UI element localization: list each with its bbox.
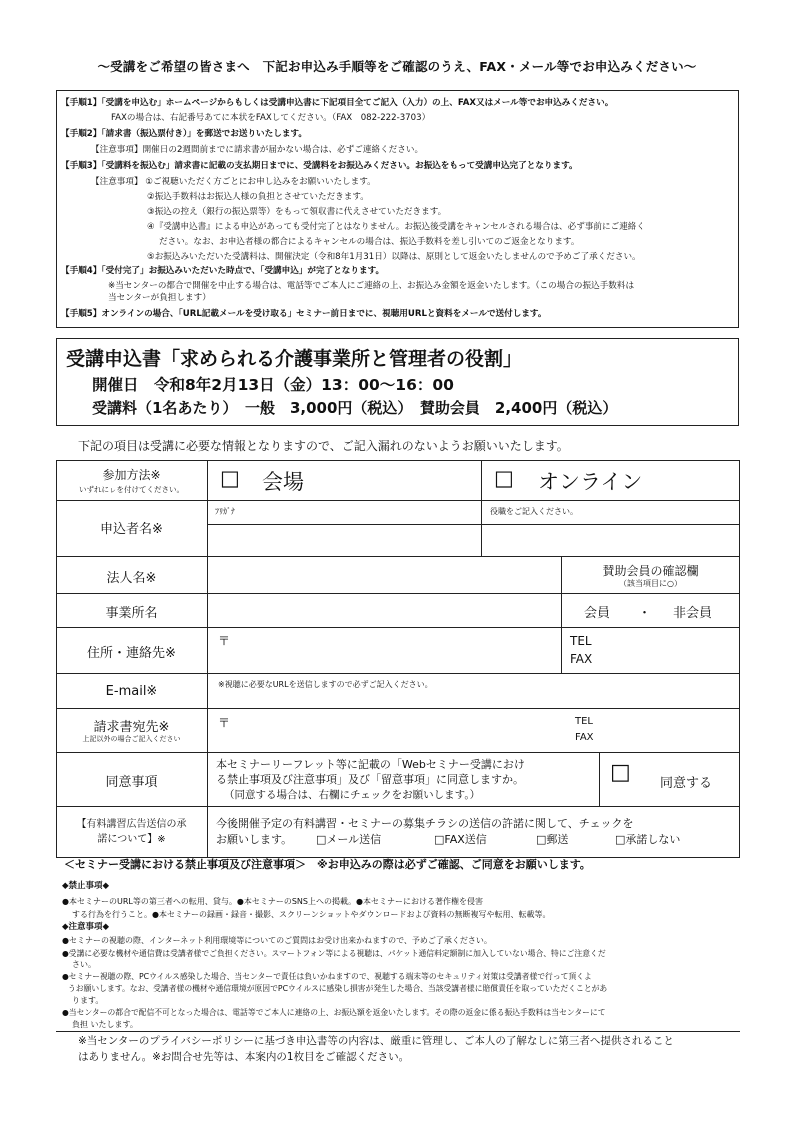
invoice-field[interactable]: [208, 709, 738, 751]
option-email[interactable]: □メール送信: [316, 833, 382, 846]
step2-note: 【注意事項】開催日の2週間前までに請求書が届かない場合は、必ずご連絡ください。: [91, 145, 424, 155]
step4-note-cont: 当センターが負担します）: [108, 293, 211, 303]
postal-mark: 〒: [218, 634, 231, 648]
caution-item-4-cont: 負担 いたします。: [72, 1020, 138, 1029]
step3-note4: ④『受講申込書』による申込があっても受付完了とはなりません。お振込後受講をキャンセルされる場合は、必ず事前にご連絡く: [147, 222, 645, 232]
option-decline[interactable]: □承諾しない: [615, 833, 681, 846]
step3-note4-cont: ださい。なお、お申込者様の都合によるキャンセルの場合は、振込手数料を差し引いてのご返金となります。: [159, 237, 580, 247]
caution-item-1: ●セミナーの視聴の際、インターネット利用環境等についてのご質問はお受け出来かねますので、予めご了承ください。: [62, 936, 492, 945]
event-fee: 受講料（1名あたり） 一般 3,000円（税込） 賛助会員 2,400円（税込）: [92, 399, 618, 417]
form-intro: 下記の項目は受講に必要な情報となりますので、ご記入漏れのないようお願いいたします。: [78, 439, 569, 453]
consent-text-2: る禁止事項及び注意事項」及び「留意事項」に同意しますか。: [216, 773, 524, 786]
notes-heading: ＜セミナー受講における禁止事項及び注意事項＞ ※お申込みの際は必ずご確認、ご同意をお願いします。: [64, 858, 591, 871]
option-post[interactable]: □郵送: [536, 833, 569, 846]
position-field[interactable]: [482, 525, 738, 555]
office-name-label: 事業所名: [105, 606, 158, 621]
ad-consent-label-2: 諾について】※: [97, 834, 166, 845]
step3-note5: ⑤お振込みいただいた受講料は、開催決定（令和8年1月31日）以降は、原則として返金いたしませんので予めご了承ください。: [147, 252, 641, 262]
consent-check-label: 同意する: [660, 776, 713, 791]
consent-checkbox[interactable]: □: [610, 760, 631, 785]
corp-name-label: 法人名※: [106, 571, 157, 586]
event-date: 開催日 令和8年2月13日（金）13：00～16：00: [92, 376, 454, 394]
prohibited-item-1: ●本セミナーのURL等の第三者への転用、貸与。●本セミナーのSNS上への掲載。●本セミナーにおける著作権を侵害: [62, 897, 483, 906]
caution-item-4: ●当センターの都合で配信不可となった場合は、電話等でご本人に連絡の上、お振込額を返金いたします。その際の返金に係る振込手数料は当センターにて: [62, 1008, 606, 1017]
caution-heading: ◆注意事項◆: [62, 922, 110, 932]
consent-text-3: （同意する場合は、右欄にチェックをお願いします。）: [224, 789, 481, 801]
step3-note1: 【注意事項】 ①ご視聴いただく方ごとにお申し込みをお願いいたします。: [91, 177, 376, 187]
step3-note3: ③振込の控え（銀行の振込票等）をもって領収書に代えさせていただきます。: [147, 207, 447, 217]
page-header: ～受講をご希望の皆さまへ 下記お申込み手順等をご確認のうえ、FAX・メール等でお申込みください～: [97, 59, 697, 74]
office-name-field[interactable]: [208, 594, 560, 626]
privacy-note-2: はありません。※お問合せ先等は、本案内の1枚目をご確認ください。: [78, 1051, 410, 1063]
application-title: 受講申込書「求められる介護事業所と管理者の役割」: [66, 348, 523, 370]
furigana-label: ﾌﾘｶﾞﾅ: [215, 507, 235, 516]
step1-text: 【手順1】「受講を申込む」ホームページからもしくは受講申込書に下記項目全てご記入（入力）の上、FAX又はメール等でお申込みください。: [61, 98, 614, 108]
notes-bottom-rule: [56, 1031, 740, 1032]
step5-text: 【手順5】オンラインの場合、「URL記載メールを受け取る」セミナー前日までに、視聴用URLと資料をメールで送付します。: [61, 309, 547, 319]
caution-item-3: ●セミナー視聴の際、PCウイルス感染した場合、当センターで責任は負いかねますので、視聴する端末等のセキュリティ対策は受講者様で行って頂くよ: [62, 972, 592, 981]
option-fax[interactable]: □FAX送信: [434, 833, 487, 846]
member-check-sub: （該当項目に○）: [619, 579, 682, 588]
step3-note2: ②振込手数料はお振込人様の負担とさせていただきます。: [147, 192, 369, 202]
venue-label: 会場: [262, 470, 304, 494]
caution-item-2-cont: さい。: [72, 960, 96, 969]
email-hint: ※視聴に必要なURLを送信しますので必ずご記入ください。: [218, 680, 433, 689]
applicant-name-label: 申込者名※: [100, 522, 163, 537]
prohibited-heading: ◆禁止事項◆: [62, 881, 110, 891]
caution-item-3-cont: うお願いします。なお、受講者様の機材や通信環境が原因でPCウイルスに感染し損害が発生した場合、当該受講者様に賠償責任を取っていただくことがあ: [68, 984, 608, 993]
invoice-fax-label: FAX: [575, 732, 594, 743]
member-check-label: 賛助会員の確認欄: [602, 564, 699, 578]
step3-text: 【手順3】「受講料を振込む」請求書に記載の支払期日までに、受講料をお振込みください。お振込をもって受講申込完了となります。: [61, 161, 578, 171]
consent-text-1: 本セミナーリーフレット等に記載の「Webセミナー受講におけ: [216, 758, 525, 771]
address-field[interactable]: [208, 628, 560, 672]
fax-label: FAX: [570, 652, 593, 666]
tel-label: TEL: [570, 634, 592, 648]
consent-label: 同意事項: [105, 775, 158, 790]
position-hint: 役職をご記入ください。: [490, 507, 578, 516]
method-label: 参加方法※: [102, 468, 161, 482]
ad-consent-text-2: お願いします。: [216, 833, 293, 846]
step4-note: ※当センターの都合で開催を中止する場合は、電話等でご本人にご連絡の上、お振込み金額を返金いたします。（この場合の振込手数料は: [108, 281, 635, 291]
ad-consent-text-1: 今後開催予定の有料講習・セミナーの募集チラシの送信の許諾に関して、チェックを: [216, 817, 634, 830]
non-member-option[interactable]: 非会員: [673, 606, 713, 621]
ad-consent-label-1: 【有料講習広告送信の承: [76, 819, 187, 830]
member-separator: ・: [638, 606, 652, 621]
invoice-label: 請求書宛先※: [93, 720, 170, 735]
corp-name-field[interactable]: [208, 557, 560, 592]
email-field[interactable]: [208, 690, 738, 707]
online-label: オンライン: [538, 470, 643, 494]
email-label: E-mail※: [105, 684, 158, 699]
privacy-note-1: ※当センターのプライバシーポリシーに基づき申込書等の内容は、厳重に管理し、ご本人の了解なしに第三者へ提供されること: [78, 1035, 674, 1047]
venue-checkbox[interactable]: □: [220, 466, 240, 490]
step1-fax-text: FAXの場合は、右記番号あてに本状をFAXしてください。（FAX 082-222-3703）: [111, 113, 431, 123]
member-option[interactable]: 会員: [584, 606, 611, 621]
caution-item-2: ●受講に必要な機材や通信費は受講者様でご負担ください。スマートフォン等による視聴は、パケット通信料定額制に加入していない場合、特にご注意くだ: [62, 949, 606, 958]
caution-item-3-end: ります。: [72, 996, 104, 1005]
method-sub-label: いずれにㇾを付けてください。: [79, 485, 184, 494]
prohibited-item-2: する行為を行うこと。●本セミナーの録画・録音・撮影、スクリーンショットやダウンロードおよび資料の無断複写や転用、転載等。: [72, 910, 551, 919]
invoice-postal-mark: 〒: [218, 716, 231, 730]
invoice-tel-label: TEL: [575, 716, 593, 727]
invoice-sub-label: 上記以外の場合ご記入ください: [82, 735, 181, 743]
online-checkbox[interactable]: □: [494, 466, 514, 490]
applicant-name-field[interactable]: [208, 525, 480, 555]
step2-text: 【手順2】「請求書（振込票付き）」を郵送でお送りいたします。: [61, 129, 307, 139]
address-label: 住所・連絡先※: [87, 646, 176, 661]
step4-text: 【手順4】「受付完了」お振込みいただいた時点で、「受講申込」が完了となります。: [61, 266, 385, 276]
